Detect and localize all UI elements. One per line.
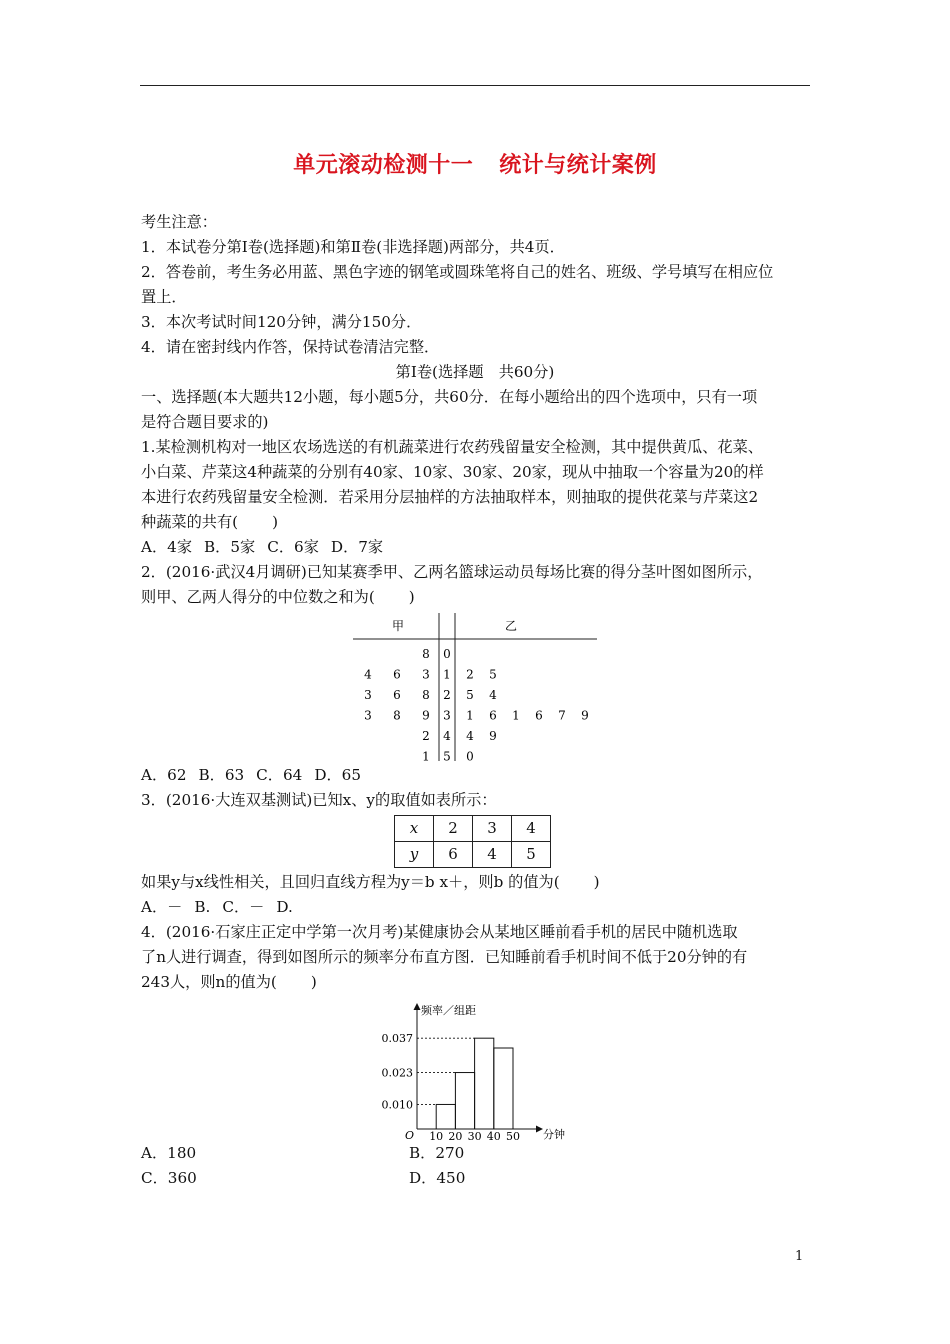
left-leaf: 4: [364, 667, 372, 682]
q3-close: ): [593, 873, 600, 891]
q3-options: [141, 895, 809, 920]
q2-options: [141, 763, 809, 788]
left-leaf: 6: [393, 688, 401, 702]
left-leaf: 3: [422, 667, 430, 682]
xy-table: [394, 815, 551, 868]
left-leaf: 8: [393, 708, 401, 723]
title-sub: 统计与统计案例: [499, 152, 657, 178]
top-rule: [140, 85, 810, 86]
section-intro: 一、选择题(本大题共12小题，每小题5分，共60分．在每小题给出的四个选项中，只有一项: [141, 388, 758, 406]
x-tick-label: 30: [467, 1130, 482, 1141]
q4-options-row-2: [141, 1166, 809, 1191]
table-cell: x: [395, 816, 434, 842]
left-leaf: 3: [364, 688, 372, 702]
notice-heading: 考生注意：: [141, 213, 217, 231]
y-tick-label: 0.010: [381, 1098, 413, 1112]
right-leaf: 2: [466, 667, 474, 682]
left-leaf: 1: [422, 749, 430, 763]
q4-text: 4．(2016·石家庄正定中学第一次月考)某健康协会从某地区睡前看手机的居民中随机选取: [141, 923, 738, 941]
origin-label: O: [405, 1129, 415, 1141]
histogram-bar: [436, 1104, 455, 1129]
section-title: 第Ⅰ卷(选择题 共60分): [395, 363, 555, 381]
left-leaf: 3: [364, 708, 372, 723]
q3-text: 3．(2016·大连双基测试)已知x、y的取值如表所示：: [141, 791, 497, 809]
notice-item: 4．请在密封线内作答，保持试卷清洁完整．: [141, 338, 440, 356]
exam-content: [141, 210, 809, 1191]
q1-option-b: B．5家: [204, 538, 256, 556]
x-tick-label: 10: [429, 1130, 444, 1141]
table-cell: 5: [512, 842, 551, 868]
q1-text: 种蔬菜的共有(: [141, 513, 239, 531]
q3-option-b: B.: [194, 898, 211, 916]
notice-item: 3．本次考试时间120分钟，满分150分．: [141, 313, 422, 331]
right-leaf: 6: [489, 708, 497, 723]
q4-options-row-1: [141, 1141, 809, 1166]
left-leaf: 2: [422, 729, 430, 743]
left-leaf: 6: [393, 667, 401, 682]
right-leaf: 9: [489, 729, 497, 743]
y-axis-label: 频率／组距: [421, 1004, 476, 1017]
q2-text: 则甲、乙两人得分的中位数之和为(: [141, 588, 375, 606]
q4-option-d: D．450: [409, 1169, 466, 1187]
y-tick-label: 0.023: [381, 1066, 413, 1080]
xy-table-row-x: [395, 816, 551, 842]
section-intro: 是符合题目要求的): [141, 413, 269, 431]
q3-text: 如果y与x线性相关，且回归直线方程为y＝b x＋，则b 的值为(: [141, 873, 560, 891]
q2-option-c: C．64: [256, 766, 303, 784]
q1-text: 小白菜、芹菜这4种蔬菜的分别有40家、10家、30家、20家，现从中抽取一个容量为20的样: [141, 463, 764, 481]
stem-value: 0: [443, 647, 451, 661]
right-leaf: 5: [466, 688, 474, 702]
x-tick-label: 50: [506, 1130, 520, 1141]
right-leaf: 7: [558, 708, 566, 723]
notice-item: 2．答卷前，考生务必用蓝、黑色字迹的钢笔或圆珠笔将自己的姓名、班级、学号填写在相应位: [141, 263, 774, 281]
right-leaf: 4: [466, 729, 474, 743]
q4-text: 了n人进行调查，得到如图所示的频率分布直方图．已知睡前看手机时间不低于20分钟的有: [141, 948, 748, 966]
stem-value: 3: [443, 708, 451, 723]
q4-text: 243人，则n的值为(: [141, 973, 277, 991]
stem-value: 1: [443, 667, 451, 682]
right-leaf: 6: [535, 708, 543, 723]
q2-option-a: A．62: [141, 766, 187, 784]
stem-value: 2: [443, 688, 451, 702]
page-number: 1: [795, 1249, 804, 1264]
q1-option-a: A．4家: [141, 538, 193, 556]
title-main: 单元滚动检测十一: [293, 152, 474, 178]
left-leaf: 9: [422, 708, 430, 723]
right-leaf: 4: [489, 688, 497, 702]
y-tick-label: 0.037: [381, 1032, 413, 1046]
table-cell: 4: [512, 816, 551, 842]
histogram-marks: [382, 1032, 521, 1141]
notice-item: 1．本试卷分第Ⅰ卷(选择题)和第Ⅱ卷(非选择题)两部分，共4页．: [141, 238, 565, 256]
stem-leaf-left-header: 甲: [391, 619, 405, 633]
table-cell: 3: [473, 816, 512, 842]
table-cell: 2: [434, 816, 473, 842]
q1-option-d: D．7家: [330, 538, 384, 556]
q1-options: [141, 535, 809, 560]
stem-leaf-figure: [353, 613, 809, 763]
q2-option-d: D．65: [314, 766, 362, 784]
right-leaf: 0: [466, 749, 474, 763]
right-leaf: 5: [489, 667, 497, 682]
q4-option-c: C．360: [141, 1169, 197, 1187]
q2-close: ): [408, 588, 415, 606]
x-axis-label: 分钟: [543, 1128, 565, 1141]
left-leaf: 8: [422, 688, 430, 702]
page-title: [0, 148, 950, 179]
table-cell: y: [395, 842, 434, 868]
stem-leaf-right-header: 乙: [504, 619, 518, 633]
right-leaf: 1: [466, 708, 474, 723]
q2-option-b: B．63: [198, 766, 245, 784]
histogram-chart: [369, 999, 599, 1141]
q3-option-c: C．－: [222, 898, 265, 916]
stem-leaf-rows: [364, 647, 589, 763]
histogram-bar: [494, 1048, 513, 1129]
stem-value: 5: [443, 749, 451, 763]
q4-option-a: A．180: [141, 1144, 197, 1162]
x-tick-label: 40: [486, 1130, 501, 1141]
q1-text: 本进行农药残留量安全检测．若采用分层抽样的方法抽取样本，则抽取的提供花菜与芹菜这2: [141, 488, 759, 506]
notice-item: 置上．: [141, 288, 187, 306]
right-leaf: 1: [512, 708, 520, 723]
left-leaf: 8: [422, 647, 430, 661]
q1-option-c: C．6家: [267, 538, 319, 556]
table-cell: 6: [434, 842, 473, 868]
q2-text: 2．(2016·武汉4月调研)已知某赛季甲、乙两名篮球运动员每场比赛的得分茎叶图如图所示，: [141, 563, 763, 581]
q1-text: 1.某检测机构对一地区农场选送的有机蔬菜进行农药残留量安全检测，其中提供黄瓜、花菜、: [141, 438, 763, 456]
q3-option-d: D.: [276, 898, 293, 916]
histogram-bar: [475, 1038, 494, 1129]
histogram-bar: [455, 1073, 474, 1129]
stem-value: 4: [443, 729, 451, 743]
histogram-figure: [369, 999, 809, 1141]
q3-option-a: A．－: [141, 898, 183, 916]
q4-close: ): [310, 973, 317, 991]
x-tick-label: 20: [448, 1130, 463, 1141]
xy-table-row-y: [395, 842, 551, 868]
right-leaf: 9: [581, 708, 589, 723]
q4-option-b: B．270: [409, 1144, 465, 1162]
q1-close: ): [272, 513, 278, 531]
stem-leaf-plot: [353, 613, 613, 763]
table-cell: 4: [473, 842, 512, 868]
